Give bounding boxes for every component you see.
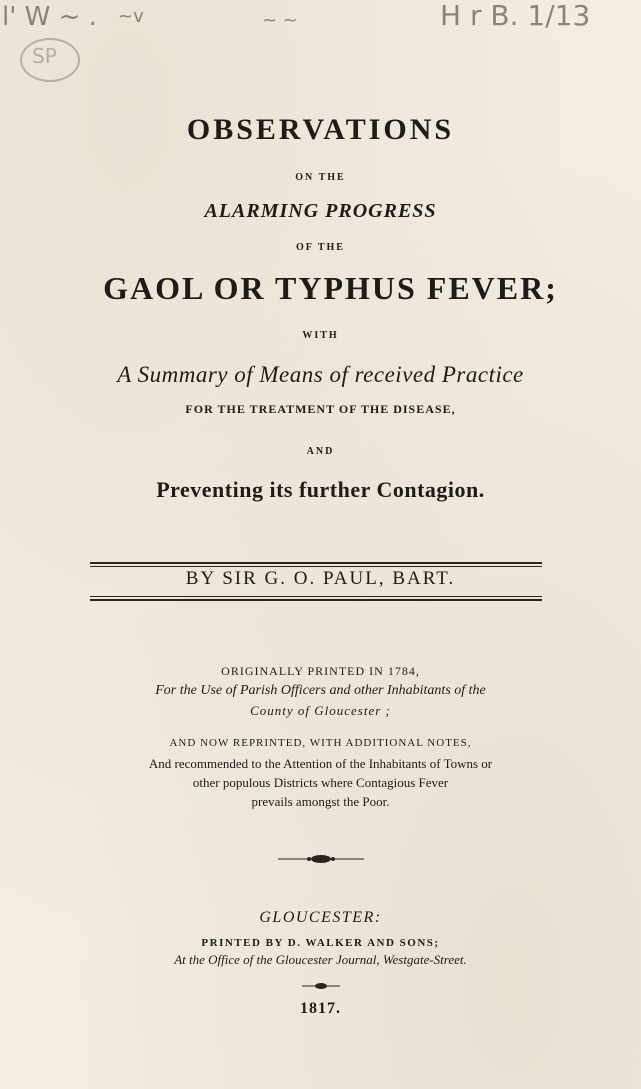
- preventing-line: Preventing its further Contagion.: [156, 477, 485, 502]
- printer-line: PRINTED BY D. WALKER AND SONS;: [201, 937, 440, 949]
- office-line: At the Office of the Gloucester Journal, Westgate-Street.: [174, 952, 467, 967]
- page-title: OBSERVATIONS: [186, 113, 455, 146]
- handwritten-scribble: ~v: [118, 6, 144, 27]
- ornament-divider: [0, 850, 641, 869]
- author-line: BY SIR G. O. PAUL, BART.: [185, 568, 456, 589]
- subtitle-and: AND: [306, 446, 335, 457]
- districts-line: other populous Districts where Contagious Fever: [192, 775, 449, 790]
- small-ornament: [0, 976, 641, 995]
- use-of-parish-officers: For the Use of Parish Officers and other Inhabitants of the: [155, 683, 486, 698]
- small-ornament-icon: [301, 981, 341, 991]
- stamp-lettering: SP: [32, 44, 57, 68]
- disease-title: GAOL OR TYPHUS FEVER;: [103, 270, 558, 306]
- reprinted-line: AND NOW REPRINTED, WITH ADDITIONAL NOTES,: [169, 737, 472, 749]
- originally-printed: ORIGINALLY PRINTED IN 1784,: [221, 664, 420, 678]
- place-of-publication: GLOUCESTER:: [259, 909, 382, 926]
- publication-year: 1817.: [300, 1000, 341, 1017]
- subtitle-with: WITH: [302, 330, 339, 341]
- prevails-line: prevails amongst the Poor.: [251, 794, 390, 809]
- library-stamp: [20, 38, 80, 82]
- handwritten-scribble: ~ ~: [262, 10, 298, 31]
- subtitle-alarming-progress: ALARMING PROGRESS: [204, 200, 437, 222]
- subtitle-on-the: ON THE: [295, 172, 346, 183]
- rule-bottom-thin: [90, 596, 542, 597]
- treatment-line: FOR THE TREATMENT OF THE DISEASE,: [185, 402, 456, 416]
- rule-bottom-thick: [90, 599, 542, 601]
- handwritten-note-top-left: l' W ~ .: [2, 2, 97, 32]
- handwritten-shelfmark: H r B. 1/13: [440, 0, 591, 32]
- recommended-line: And recommended to the Attention of the Inhabitants of Towns or: [148, 756, 493, 771]
- summary-line: A Summary of Means of received Practice: [117, 362, 524, 387]
- ornament-icon: [276, 853, 366, 865]
- rule-top-thin: [90, 566, 542, 567]
- subtitle-of-the: OF THE: [296, 242, 345, 253]
- rule-top-thick: [90, 562, 542, 564]
- county-line: County of Gloucester ;: [250, 703, 391, 718]
